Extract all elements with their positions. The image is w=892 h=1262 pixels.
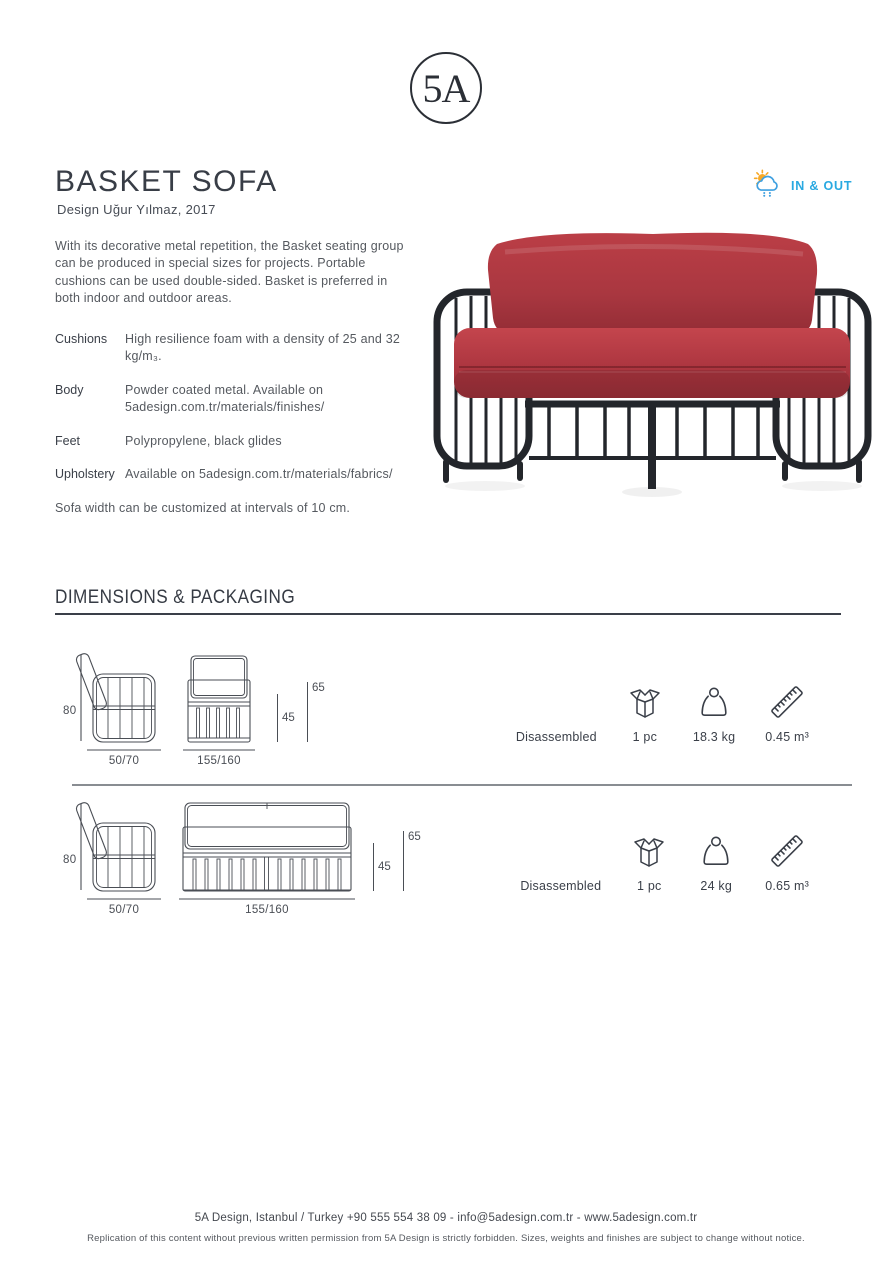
dimension-row-2 (55, 799, 845, 917)
open-box-icon (627, 683, 663, 721)
spec-label-feet: Feet (55, 433, 81, 448)
in-out-badge-label: IN & OUT (791, 178, 853, 193)
seat-height-value-2: 45 (378, 861, 391, 873)
packaging-volume-2 (765, 832, 809, 893)
dimension-diagrams-2 (55, 795, 427, 917)
seat-height-tick-1 (277, 694, 303, 742)
spec-value-feet: Polypropylene, black glides (125, 433, 282, 448)
open-box-icon (631, 832, 667, 870)
tick-line (277, 694, 278, 742)
arm-height-tick-1 (307, 682, 331, 742)
seat-height-value-1: 45 (282, 712, 295, 724)
width-label-1: 155/160 (197, 755, 241, 767)
page-title: BASKET SOFA (55, 165, 278, 198)
sun-cloud-rain-icon (752, 168, 784, 203)
packaging-weight-2 (697, 832, 735, 893)
product-description: With its decorative metal repetition, the Basket seating group can be produced in special sizes for projects. Portable cushions can be used double-sided. Basket is preferred in both indoor and outdoor areas. (55, 239, 404, 305)
depth-label-2: 50/70 (108, 904, 140, 916)
designer-credit: Design Uğur Yılmaz, 2017 (57, 202, 216, 217)
side-view-diagram-2 (55, 795, 167, 917)
spec-label-body: Body (55, 382, 84, 397)
side-view-diagram-1 (55, 646, 167, 768)
pieces-value-1: 1 pc (632, 730, 658, 744)
ruler-icon (768, 683, 806, 721)
row-divider (72, 784, 852, 786)
packaging-pieces-2 (631, 832, 667, 893)
arm-height-value-1: 65 (312, 682, 325, 694)
weight-value-2: 24 kg (700, 879, 733, 893)
packaging-info-2 (520, 832, 809, 893)
arm-height-tick-2 (403, 831, 427, 891)
spec-value-upholstery: Available on 5adesign.com.tr/materials/fabrics/ (125, 467, 393, 482)
tick-line (403, 831, 404, 891)
front-view-diagram-2 (177, 795, 357, 917)
brand-logo (410, 52, 482, 124)
dimension-row-1 (55, 650, 845, 768)
front-view-diagram-1 (177, 646, 261, 768)
packaging-info-1 (516, 683, 809, 744)
pieces-value-2: 1 pc (637, 879, 662, 893)
weight-value-1: 18.3 kg (692, 730, 736, 744)
width-label-2: 155/160 (245, 904, 289, 916)
section-title-dimensions: DIMENSIONS & PACKAGING (55, 586, 296, 608)
spec-value-cushions: High resilience foam with a density of 25 and 32 kg/m₃. (125, 332, 401, 363)
footer-contact-line: 5A Design, Istanbul / Turkey +90 555 554 38 09 - info@5adesign.com.tr - www.5adesign.com.tr (194, 1212, 698, 1224)
volume-value-1: 0.45 m³ (765, 730, 809, 744)
footer-legal-line: Replication of this content without previous written permission from 5A Design is strictly forbidden. Sizes, weights and finishes are subject to change without notice. (87, 1233, 805, 1244)
volume-value-2: 0.65 m³ (765, 879, 809, 893)
spec-label-upholstery: Upholstery (55, 467, 115, 482)
packaging-state-1: Disassembled (515, 730, 597, 744)
weight-icon (695, 683, 733, 721)
product-info-column (55, 238, 409, 515)
tick-line (373, 843, 374, 891)
height-label-2: 80 (63, 854, 77, 866)
product-photo-basket-sofa (425, 212, 880, 502)
tick-line (307, 682, 308, 742)
in-out-badge (752, 168, 852, 203)
packaging-state-2: Disassembled (520, 879, 602, 893)
height-ticks-2 (373, 831, 427, 891)
ruler-icon (768, 832, 806, 870)
height-label-1: 80 (63, 705, 77, 717)
depth-label-1: 50/70 (108, 755, 140, 767)
page-footer (0, 1212, 892, 1244)
spec-table (55, 331, 409, 483)
packaging-pieces-1 (627, 683, 663, 744)
weight-icon (697, 832, 735, 870)
customization-note: Sofa width can be customized at intervals of 10 cm. (55, 501, 351, 516)
height-ticks-1 (277, 682, 331, 742)
seat-height-tick-2 (373, 843, 399, 891)
dimension-diagrams-1 (55, 646, 331, 768)
section-rule (55, 613, 841, 615)
brand-logo-text: 5A (422, 65, 470, 111)
spec-label-cushions: Cushions (55, 332, 108, 346)
arm-height-value-2: 65 (408, 831, 421, 843)
spec-value-body: Powder coated metal. Available on 5adesign.com.tr/materials/finishes/ (125, 382, 325, 414)
packaging-volume-1 (765, 683, 809, 744)
packaging-weight-1 (693, 683, 735, 744)
